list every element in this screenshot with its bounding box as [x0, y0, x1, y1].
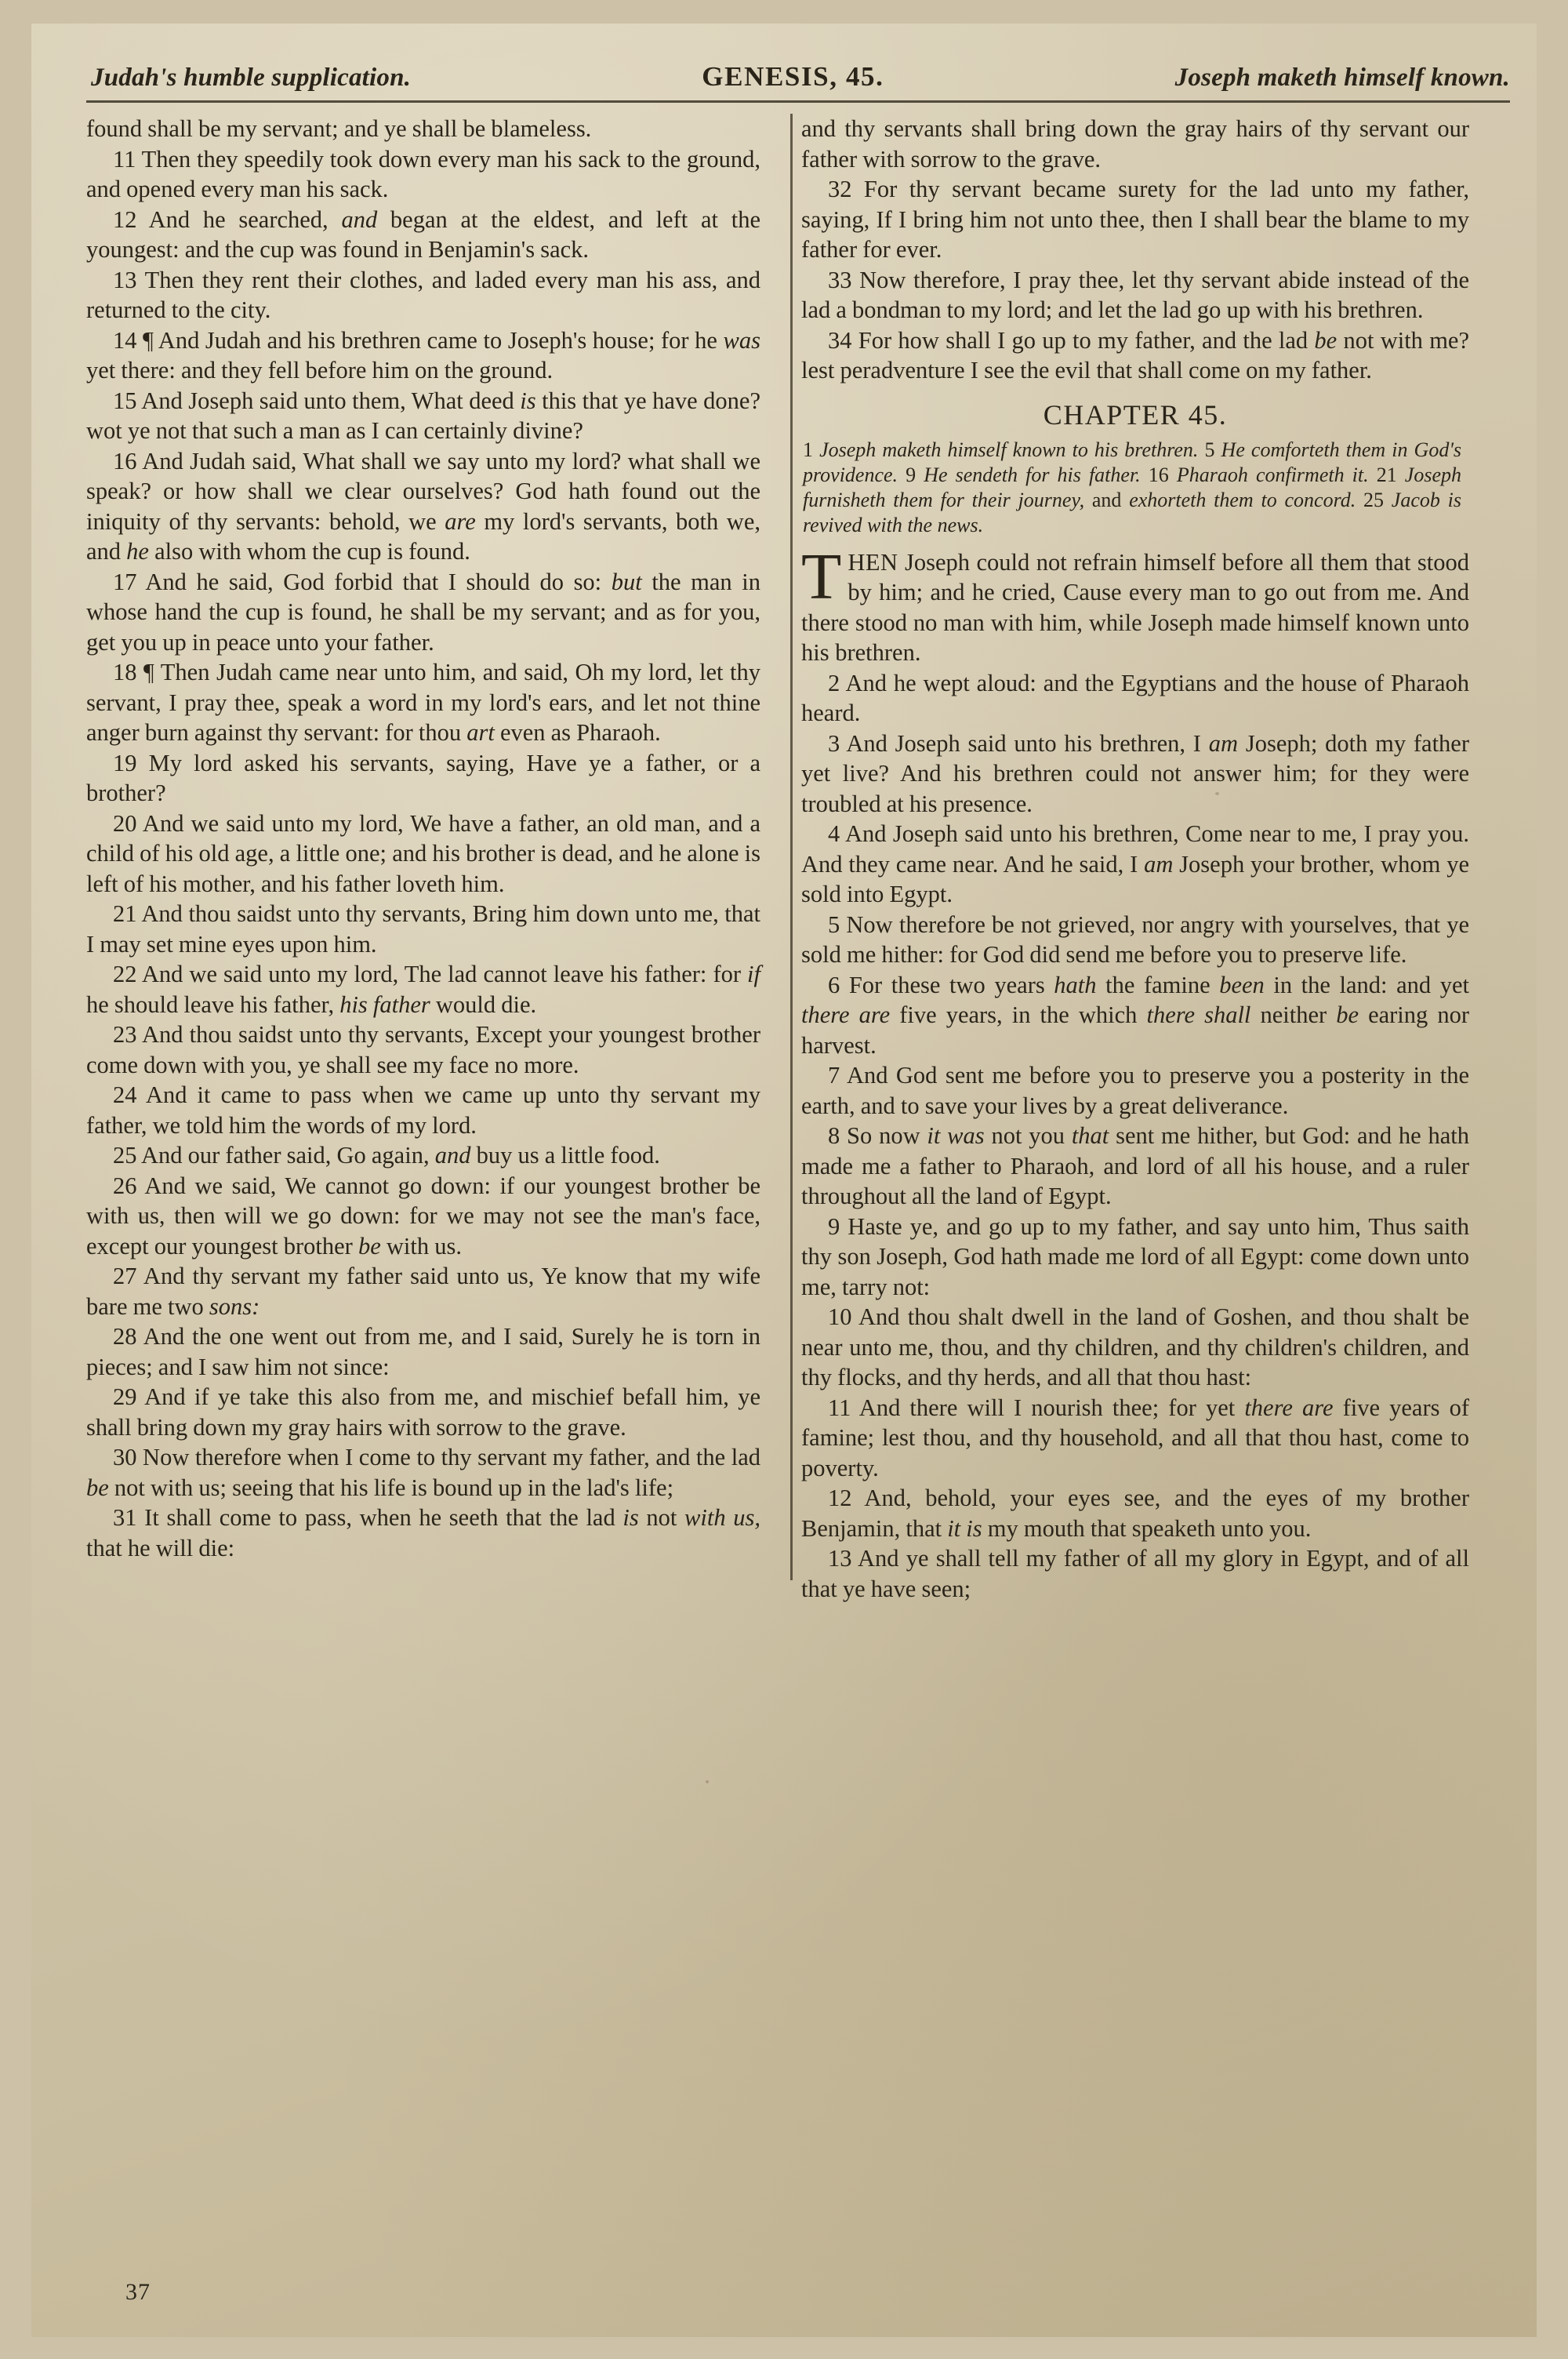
verse-paragraph: 3 And Joseph said unto his brethren, I am Joseph; doth my father yet live? And his brethren could not answer him; for they were troubled at his presence.: [801, 729, 1470, 817]
verse-paragraph: 10 And thou shalt dwell in the land of Goshen, and thou shalt be near unto me, thou, and thy children, and thy children's children, and thy flocks, and thy herds, and all that thou hast:: [801, 1303, 1469, 1390]
verse-paragraph: 14 ¶ And Judah and his brethren came to Joseph's house; for he was yet there: and they fell before him on the ground.: [86, 326, 760, 383]
verse-paragraph: 7 And God sent me before you to preserve you a posterity in the earth, and to save your lives by a great deliverance.: [801, 1062, 1469, 1119]
text-columns: [86, 114, 1513, 1604]
verse-paragraph: 13 And ye shall tell my father of all my glory in Egypt, and of all that ye have seen;: [801, 1545, 1469, 1602]
chapter-argument: 1 Joseph maketh himself known to his brethren. 5 He comforteth them in God's providence. 9 He sendeth for his father. 16 Pharaoh confirmeth it. 21 Joseph furnisheth them for their journey, and exhorteth them to concord. 25 Jacob is revived with the news.: [803, 438, 1462, 536]
drop-cap: T: [801, 540, 842, 613]
verse-paragraph: 29 And if ye take this also from me, and mischief befall him, ye shall bring down my gray hairs with sorrow to the grave.: [86, 1383, 760, 1441]
verse-paragraph: 32 For thy servant became surety for the lad unto my father, saying, If I bring him not unto thee, then I shall bear the blame to my father for ever.: [801, 176, 1469, 263]
verse-paragraph: 5 Now therefore be not grieved, nor angry with yourselves, that ye sold me hither: for God did send me before you to preserve life.: [801, 911, 1469, 968]
verse-paragraph: 15 And Joseph said unto them, What deed is this that ye have done? wot ye not that such a man as I can certainly divine?: [86, 387, 761, 444]
column-right-post-chapter: [801, 668, 1469, 1605]
verse-1-text: Joseph could not refrain himself before all them that stood by him; and he cried, Cause every man to go out from me. And there stood no man with him, while Joseph made himself known unto his brethren.: [801, 548, 1469, 666]
paper-surface: [31, 24, 1537, 2337]
page-folio: 37: [125, 2279, 151, 2305]
verse-paragraph: 20 And we said unto my lord, We have a father, an old man, and a child of his old age, a little one; and his brother is dead, and he alone is left of his mother, and his father loveth him.: [86, 809, 760, 897]
verse-paragraph: 6 For these two years hath the famine been in the land: and yet there are five years, in the which there shall neither be earing nor harvest.: [801, 971, 1469, 1059]
verse-paragraph: found shall be my servant; and ye shall be blameless.: [86, 115, 592, 142]
running-head: [80, 61, 1516, 93]
verse-paragraph: 19 My lord asked his servants, saying, Have ye a father, or a brother?: [86, 749, 760, 806]
verse-1-lead: HEN: [848, 548, 898, 576]
verse-paragraph: 23 And thou saidst unto thy servants, Except your youngest brother come down with you, ye shall see my face no more.: [86, 1021, 760, 1078]
verse-paragraph: 34 For how shall I go up to my father, and the lad be not with me? lest peradventure I see the evil that shall come on my father.: [801, 326, 1469, 383]
verse-paragraph: 33 Now therefore, I pray thee, let thy servant abide instead of the lad a bondman to my lord; and let the lad go up with his brethren.: [801, 266, 1469, 323]
verse-paragraph: 12 And he searched, and began at the eldest, and left at the youngest: and the cup was found in Benjamin's sack.: [86, 205, 760, 263]
verse-paragraph: 21 And thou saidst unto thy servants, Bring him down unto me, that I may set mine eyes upon him.: [86, 900, 760, 958]
verse-paragraph: 30 Now therefore when I come to thy servant my father, and the lad be not with us; seeing that his life is bound up in the lad's life;: [86, 1444, 760, 1501]
verse-paragraph: 27 And thy servant my father said unto us, Ye know that my wife bare me two sons:: [86, 1263, 760, 1320]
verse-paragraph: 18 ¶ Then Judah came near unto him, and said, Oh my lord, let thy servant, I pray thee, speak a word in my lord's ears, and let not thine anger burn against thy servant: for thou art even as Pharaoh.: [86, 659, 760, 746]
verse-paragraph: 31 It shall come to pass, when he seeth that the lad is not with us, that he will die:: [86, 1504, 760, 1561]
column-left: [86, 114, 778, 1604]
verse-paragraph: and thy servants shall bring down the gray hairs of thy servant our father with sorrow to the grave.: [801, 115, 1469, 173]
verse-paragraph: 9 Haste ye, and go up to my father, and say unto him, Thus saith thy son Joseph, God hath made me lord of all Egypt: come down unto me, tarry not:: [801, 1212, 1469, 1300]
running-head-center: GENESIS, 45.: [702, 61, 884, 92]
column-right: [778, 114, 1469, 1604]
verse-paragraph: 28 And the one went out from me, and I said, Surely he is torn in pieces; and I saw him not since:: [86, 1323, 760, 1380]
header-rule: [86, 100, 1510, 103]
verse-paragraph: 17 And he said, God forbid that I should do so: but the man in whose hand the cup is found, he shall be my servant; and as for you, get you up in peace unto your father.: [86, 568, 760, 656]
running-head-right: Joseph maketh himself known.: [1174, 64, 1510, 92]
verse-paragraph: 11 Then they speedily took down every man his sack to the ground, and opened every man his sack.: [86, 145, 760, 202]
paper-speck: [706, 1780, 709, 1783]
verse-paragraph: 25 And our father said, Go again, and buy us a little food.: [113, 1142, 660, 1169]
verse-paragraph: 13 Then they rent their clothes, and laded every man his ass, and returned to the city.: [86, 266, 760, 323]
verse-paragraph: 4 And Joseph said unto his brethren, Come near to me, I pray you. And they came near. And he said, I am Joseph your brother, whom ye sold into Egypt.: [801, 820, 1469, 907]
page-content: [80, 61, 1554, 1604]
verse-paragraph: 16 And Judah said, What shall we say unto my lord? what shall we speak? or how shall we clear ourselves? God hath found out the iniquity of thy servants: behold, we are my lord's servants, both we, and he also with whom the cup is found.: [86, 447, 760, 565]
verse-paragraph: 22 And we said unto my lord, The lad cannot leave his father: for if he should leave his father, his father would die.: [86, 961, 760, 1018]
verse-paragraph: 11 And there will I nourish thee; for yet there are five years of famine; lest thou, and thy household, and all that thou hast, come to poverty.: [801, 1394, 1469, 1481]
column-right-pre-chapter: [801, 114, 1469, 386]
verse-paragraph: 12 And, behold, your eyes see, and the eyes of my brother Benjamin, that it is my mouth that speaketh unto you.: [801, 1485, 1469, 1542]
verse-paragraph: 2 And he wept aloud: and the Egyptians and the house of Pharaoh heard.: [801, 669, 1469, 726]
verse-paragraph: 26 And we said, We cannot go down: if our youngest brother be with us, then will we go down: for we may not see the man's face, except our youngest brother be with us.: [86, 1172, 760, 1259]
verse-paragraph: 24 And it came to pass when we came up unto thy servant my father, we told him the words of my lord.: [86, 1081, 760, 1139]
verse-paragraph: 8 So now it was not you that sent me hither, but God: and he hath made me a father to Pharaoh, and lord of all his house, and a ruler throughout all the land of Egypt.: [801, 1122, 1469, 1209]
column-divider: [790, 114, 793, 1580]
running-head-left: Judah's humble supplication.: [91, 64, 412, 92]
chapter-heading: CHAPTER 45.: [1043, 398, 1228, 431]
verse-1-paragraph: [801, 540, 1469, 668]
